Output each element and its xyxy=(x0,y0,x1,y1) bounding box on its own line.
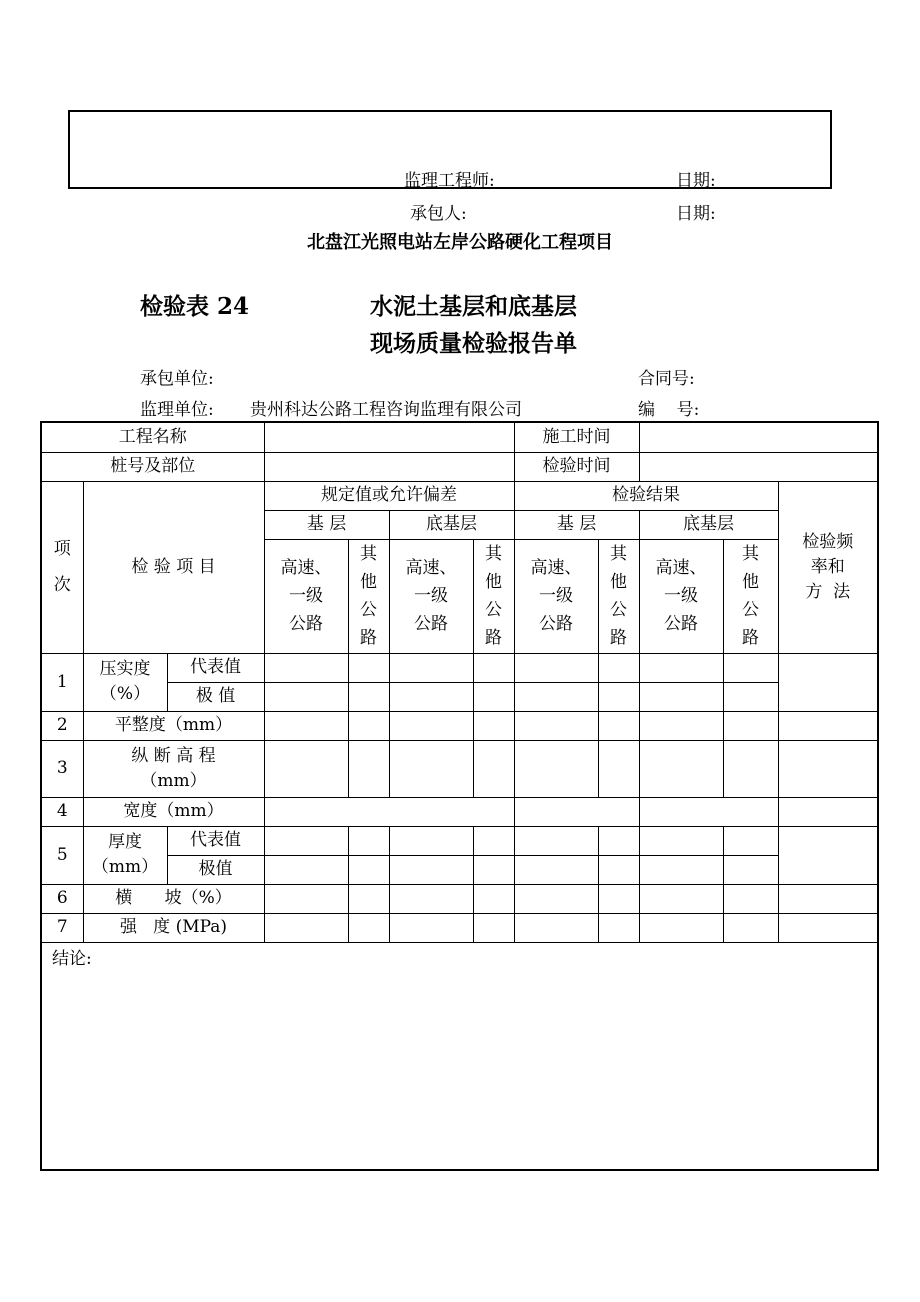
report-title-line2: 现场质量检验报告单 xyxy=(370,330,577,357)
row5-no: 5 xyxy=(41,826,83,884)
inspection-item-header: 检 验 项 目 xyxy=(83,481,264,653)
highway-line: 高速、 xyxy=(405,558,457,578)
conclusion-area[interactable] xyxy=(41,942,878,1170)
data-cell[interactable] xyxy=(598,884,639,913)
data-cell[interactable] xyxy=(473,653,514,682)
data-cell[interactable] xyxy=(723,711,778,740)
result-subbase-highway xyxy=(639,539,723,653)
other-road-char: 路 xyxy=(610,628,628,648)
frequency-cell[interactable] xyxy=(778,913,878,942)
frequency-line: 率和 xyxy=(810,556,845,577)
data-cell[interactable] xyxy=(389,711,473,740)
data-cell[interactable] xyxy=(598,711,639,740)
data-cell[interactable] xyxy=(514,884,598,913)
construction-time-value[interactable] xyxy=(639,422,878,452)
data-cell[interactable] xyxy=(514,711,598,740)
row5-name-line: 厚度 xyxy=(108,832,142,852)
row3-name-line: （mm） xyxy=(140,770,207,791)
row3-name xyxy=(83,740,264,797)
row3-name-line: 纵 断 高 程 xyxy=(131,745,216,766)
form-number: 检验表 24 xyxy=(140,293,250,320)
data-cell[interactable] xyxy=(514,682,598,711)
data-cell[interactable] xyxy=(473,826,514,855)
result-base-layer: 基 层 xyxy=(514,510,639,539)
other-road-char: 路 xyxy=(485,628,503,648)
data-cell[interactable] xyxy=(348,884,389,913)
data-cell[interactable] xyxy=(514,653,598,682)
spec-subbase-other xyxy=(473,539,514,653)
result-header: 检验结果 xyxy=(514,481,778,510)
row1-name-line: （%） xyxy=(99,684,151,704)
result-subbase-other xyxy=(723,539,778,653)
data-cell[interactable] xyxy=(389,855,473,884)
frequency-line: 方 法 xyxy=(805,581,851,602)
row1-name-line: 压实度 xyxy=(99,659,151,679)
other-road-char: 公 xyxy=(742,600,760,620)
serial-no-label: 编 号: xyxy=(638,400,700,420)
supervision-unit-value: 贵州科达公路工程咨询监理有限公司 xyxy=(250,400,522,420)
conclusion-label: 结论: xyxy=(52,948,92,969)
frequency-method-header xyxy=(778,481,878,653)
other-road-char: 公 xyxy=(485,600,503,620)
row1-name xyxy=(83,653,167,711)
highway-line: 一级 xyxy=(289,586,324,606)
highway-line: 一级 xyxy=(414,586,449,606)
data-cell[interactable] xyxy=(348,855,389,884)
data-cell[interactable] xyxy=(264,884,348,913)
data-cell[interactable] xyxy=(514,913,598,942)
contractor-date-label: 日期: xyxy=(676,204,716,224)
spec-header: 规定值或允许偏差 xyxy=(264,481,514,510)
data-cell[interactable] xyxy=(389,653,473,682)
row7-name: 强 度 (MPa) xyxy=(83,913,264,942)
row1-no: 1 xyxy=(41,653,83,711)
data-cell[interactable] xyxy=(264,855,348,884)
other-road-char: 其 xyxy=(742,544,760,564)
data-cell[interactable] xyxy=(348,913,389,942)
row1-extreme-label: 极 值 xyxy=(167,682,264,711)
other-road-char: 他 xyxy=(610,572,628,592)
contract-no-label: 合同号: xyxy=(638,369,695,389)
contractor-unit-label: 承包单位: xyxy=(140,369,214,389)
data-cell[interactable] xyxy=(598,682,639,711)
data-cell[interactable] xyxy=(389,682,473,711)
result-subbase-layer: 底基层 xyxy=(639,510,778,539)
row4-no: 4 xyxy=(41,797,83,826)
data-cell[interactable] xyxy=(723,913,778,942)
data-cell[interactable] xyxy=(723,740,778,797)
row4-name: 宽度（mm） xyxy=(83,797,264,826)
other-road-char: 路 xyxy=(742,628,760,648)
frequency-cell[interactable] xyxy=(778,797,878,826)
highway-line: 公路 xyxy=(664,614,699,634)
supervision-unit-label: 监理单位: xyxy=(140,400,214,420)
data-cell[interactable] xyxy=(639,913,723,942)
data-cell[interactable] xyxy=(473,884,514,913)
data-cell[interactable] xyxy=(264,913,348,942)
data-cell[interactable] xyxy=(264,740,348,797)
spec-subbase-highway xyxy=(389,539,473,653)
construction-time-label: 施工时间 xyxy=(514,422,639,452)
data-cell[interactable] xyxy=(514,855,598,884)
contractor-label: 承包人: xyxy=(410,204,467,224)
spec-subbase-layer: 底基层 xyxy=(389,510,514,539)
report-title-line1: 水泥土基层和底基层 xyxy=(370,293,577,320)
row5-name xyxy=(83,826,167,884)
data-cell[interactable] xyxy=(514,740,598,797)
supervisor-engineer-label: 监理工程师: xyxy=(404,171,495,191)
data-cell[interactable] xyxy=(639,740,723,797)
other-road-char: 他 xyxy=(485,572,503,592)
data-cell[interactable] xyxy=(639,826,723,855)
data-cell[interactable] xyxy=(639,884,723,913)
highway-line: 高速、 xyxy=(280,558,332,578)
row6-name: 横 坡（%） xyxy=(83,884,264,913)
row1-representative-label: 代表值 xyxy=(167,653,264,682)
row2-no: 2 xyxy=(41,711,83,740)
data-cell[interactable] xyxy=(264,797,514,826)
data-cell[interactable] xyxy=(473,913,514,942)
other-road-char: 其 xyxy=(360,544,378,564)
station-location-value[interactable] xyxy=(264,452,514,481)
data-cell[interactable] xyxy=(348,653,389,682)
other-road-char: 他 xyxy=(742,572,760,592)
frequency-cell[interactable] xyxy=(778,884,878,913)
data-cell[interactable] xyxy=(473,740,514,797)
inspection-time-value[interactable] xyxy=(639,452,878,481)
other-road-char: 公 xyxy=(360,600,378,620)
frequency-cell[interactable] xyxy=(778,653,878,711)
highway-line: 公路 xyxy=(414,614,449,634)
highway-line: 公路 xyxy=(539,614,574,634)
other-road-char: 路 xyxy=(360,628,378,648)
data-cell[interactable] xyxy=(639,682,723,711)
row5-name-line: （mm） xyxy=(91,857,159,877)
project-name-value[interactable] xyxy=(264,422,514,452)
data-cell[interactable] xyxy=(598,826,639,855)
other-road-char: 其 xyxy=(610,544,628,564)
data-cell[interactable] xyxy=(723,884,778,913)
highway-line: 高速、 xyxy=(655,558,707,578)
row3-no: 3 xyxy=(41,740,83,797)
data-cell[interactable] xyxy=(389,740,473,797)
supervisor-date-label: 日期: xyxy=(676,171,716,191)
data-cell[interactable] xyxy=(348,826,389,855)
data-cell[interactable] xyxy=(348,682,389,711)
data-cell[interactable] xyxy=(639,797,778,826)
data-cell[interactable] xyxy=(473,855,514,884)
data-cell[interactable] xyxy=(389,826,473,855)
data-cell[interactable] xyxy=(514,826,598,855)
data-cell[interactable] xyxy=(264,711,348,740)
data-cell[interactable] xyxy=(723,855,778,884)
frequency-cell[interactable] xyxy=(778,826,878,884)
item-no-header xyxy=(41,481,83,653)
frequency-cell[interactable] xyxy=(778,740,878,797)
other-road-char: 公 xyxy=(610,600,628,620)
row6-no: 6 xyxy=(41,884,83,913)
highway-line: 高速、 xyxy=(530,558,582,578)
highway-line: 一级 xyxy=(539,586,574,606)
spec-base-other xyxy=(348,539,389,653)
item-no-char: 项 xyxy=(53,539,71,559)
data-cell[interactable] xyxy=(598,913,639,942)
data-cell[interactable] xyxy=(639,653,723,682)
data-cell[interactable] xyxy=(598,740,639,797)
row5-representative-label: 代表值 xyxy=(167,826,264,855)
data-cell[interactable] xyxy=(598,653,639,682)
other-road-char: 其 xyxy=(485,544,503,564)
data-cell[interactable] xyxy=(723,826,778,855)
data-cell[interactable] xyxy=(723,682,778,711)
data-cell[interactable] xyxy=(264,653,348,682)
item-no-char: 次 xyxy=(53,575,71,595)
station-location-label: 桩号及部位 xyxy=(41,452,264,481)
data-cell[interactable] xyxy=(348,740,389,797)
highway-line: 公路 xyxy=(289,614,324,634)
highway-line: 一级 xyxy=(664,586,699,606)
data-cell[interactable] xyxy=(389,913,473,942)
frequency-line: 检验频 xyxy=(802,531,854,552)
data-cell[interactable] xyxy=(264,826,348,855)
row5-extreme-label: 极值 xyxy=(167,855,264,884)
data-cell[interactable] xyxy=(389,884,473,913)
data-cell[interactable] xyxy=(598,855,639,884)
inspection-table xyxy=(40,421,879,1171)
row2-name: 平整度（mm） xyxy=(83,711,264,740)
project-name-label: 工程名称 xyxy=(41,422,264,452)
other-road-char: 他 xyxy=(360,572,378,592)
result-base-other xyxy=(598,539,639,653)
frequency-cell[interactable] xyxy=(778,711,878,740)
data-cell[interactable] xyxy=(473,711,514,740)
spec-base-highway xyxy=(264,539,348,653)
data-cell[interactable] xyxy=(514,797,639,826)
data-cell[interactable] xyxy=(264,682,348,711)
spec-base-layer: 基 层 xyxy=(264,510,389,539)
project-title: 北盘江光照电站左岸公路硬化工程项目 xyxy=(307,232,613,253)
data-cell[interactable] xyxy=(639,855,723,884)
inspection-time-label: 检验时间 xyxy=(514,452,639,481)
data-cell[interactable] xyxy=(723,653,778,682)
data-cell[interactable] xyxy=(639,711,723,740)
data-cell[interactable] xyxy=(348,711,389,740)
data-cell[interactable] xyxy=(473,682,514,711)
row7-no: 7 xyxy=(41,913,83,942)
result-base-highway xyxy=(514,539,598,653)
